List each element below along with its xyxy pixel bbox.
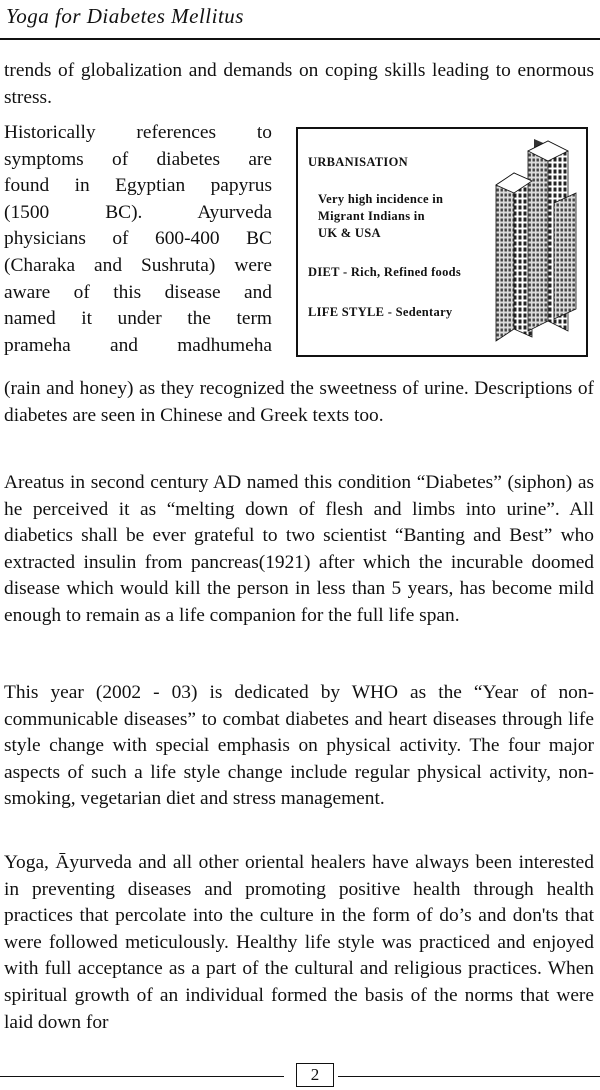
incidence-line: Migrant Indians in xyxy=(318,209,425,223)
history-line: Historically references to xyxy=(4,122,272,143)
areatus-paragraph: Areatus in second century AD named this condition “Diabetes” (siphon) as he perceived it as “melting down of flesh and limbs into urine”. All diabetics shall be ever grateful to two scientist “Banting and Best” who extracted insulin from pancreas(1921) after which the incurable doomed disease which would kill the person in less than 5 years, has become mild enough to remain as a life companion for the full life span. xyxy=(4,472,594,626)
history-paragraph xyxy=(4,120,272,359)
skyscraper-illustration xyxy=(488,133,580,351)
running-title: Yoga for Diabetes Mellitus xyxy=(6,4,244,28)
who-paragraph: This year (2002 - 03) is dedicated by WHO as the “Year of non-communicable diseases” to combat diabetes and heart diseases through life style change with special emphasis on physical activity. The four major aspects of such a life style change include regular physical activity, non-smoking, vegetarian diet and stress management. xyxy=(4,682,594,810)
page-header xyxy=(0,0,600,44)
figure-heading: URBANISATION xyxy=(308,155,408,169)
history-line: (1500 BC). Ayurveda xyxy=(4,201,272,223)
incidence-line: Very high incidence in xyxy=(318,192,444,206)
page-footer xyxy=(0,1063,600,1090)
header-rule xyxy=(0,38,600,40)
history-line: named it under the term xyxy=(4,308,272,330)
history-line: found in Egyptian papyrus xyxy=(4,175,272,197)
footer-rule-left xyxy=(0,1076,284,1077)
history-line: aware of this disease and xyxy=(4,281,272,303)
history-line: physicians of 600-400 BC xyxy=(4,228,272,250)
history-line: (Charaka and Sushruta) were xyxy=(4,254,272,276)
page-number: 2 xyxy=(296,1063,334,1087)
figure-incidence xyxy=(318,191,443,242)
intro-paragraph: trends of globalization and demands on coping skills leading to enormous stress. xyxy=(4,60,594,108)
history-continued: (rain and honey) as they recognized the sweetness of urine. Descriptions of diabetes are seen in Chinese and Greek texts too. xyxy=(4,378,594,426)
history-line: symptoms of diabetes are xyxy=(4,148,272,170)
footer-rule-right xyxy=(338,1076,600,1077)
yoga-paragraph: Yoga, Āyurveda and all other oriental healers have always been interested in preventing diseases and promoting positive health through health practices that percolate into the culture in the form of do’s and don'ts that were followed meticulously. Healthy life style was practiced and enjoyed with full acceptance as a part of the cultural and religious practices. When spiritual growth of an individual formed the basis of the norms that were laid down for xyxy=(4,852,594,1033)
urbanisation-figure xyxy=(296,127,588,357)
figure-diet: DIET - Rich, Refined foods xyxy=(308,265,462,279)
figure-lifestyle: LIFE STYLE - Sedentary xyxy=(308,305,453,319)
history-line: prameha and madhumeha xyxy=(4,334,272,356)
incidence-line: UK & USA xyxy=(318,226,381,240)
